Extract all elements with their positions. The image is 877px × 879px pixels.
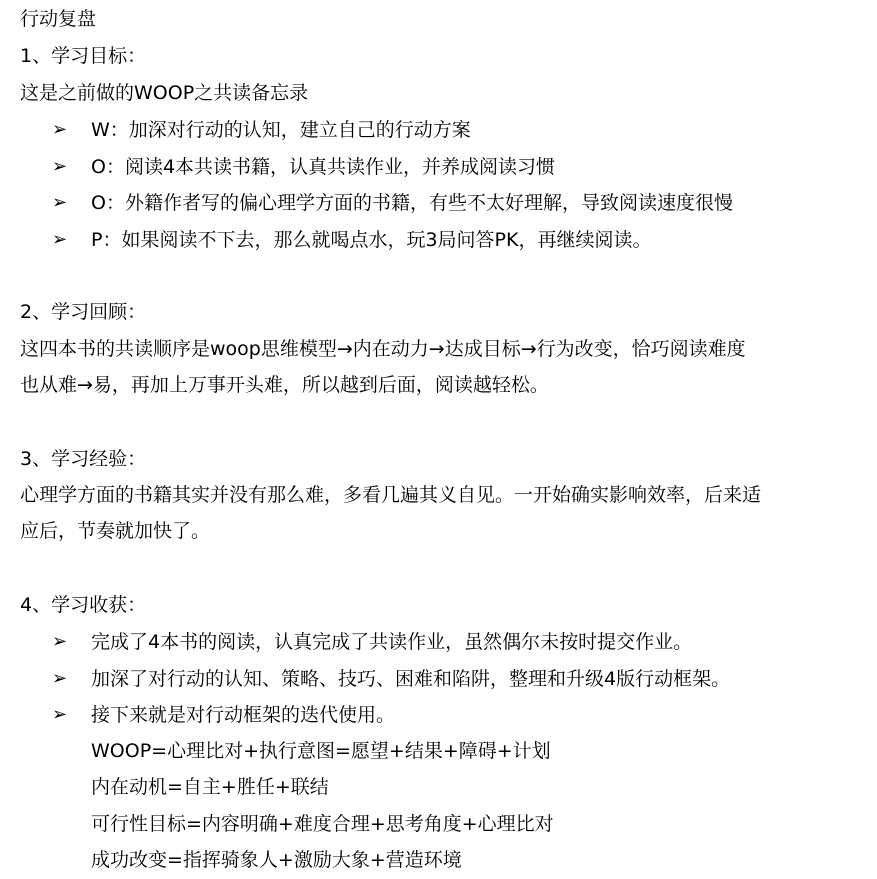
list-item: 接下来就是对行动框架的迭代使用。	[91, 704, 396, 726]
bullet-arrow-icon: ➢	[52, 668, 68, 689]
bullet-arrow-icon: ➢	[52, 631, 68, 652]
list-item: O：阅读4本共读书籍，认真共读作业，并养成阅读习惯	[91, 156, 556, 178]
paragraph-line: 也从难→易，再加上万事开头难，所以越到后面，阅读越轻松。	[20, 374, 549, 396]
paragraph-line: 应后，节奏就加快了。	[20, 520, 211, 542]
section-2-heading: 2、学习回顾：	[20, 301, 147, 323]
section-1-heading: 1、学习目标：	[20, 45, 147, 67]
bullet-arrow-icon: ➢	[52, 704, 68, 725]
formula-line: 成功改变=指挥骑象人+激励大象+营造环境	[91, 849, 462, 871]
list-item: P：如果阅读不下去，那么就喝点水，玩3局问答PK，再继续阅读。	[91, 229, 652, 251]
paragraph-line: 这四本书的共读顺序是woop思维模型→内在动力→达成目标→行为改变，恰巧阅读难度	[20, 338, 746, 360]
paragraph-line: 心理学方面的书籍其实并没有那么难，多看几遍其义自见。一开始确实影响效率，后来适	[20, 484, 762, 506]
formula-line: 可行性目标=内容明确+难度合理+思考角度+心理比对	[91, 813, 554, 835]
section-4-heading: 4、学习收获：	[20, 594, 147, 616]
formula-line: 内在动机=自主+胜任+联结	[91, 776, 329, 798]
bullet-arrow-icon: ➢	[52, 156, 68, 177]
list-item: 完成了4本书的阅读，认真完成了共读作业，虽然偶尔未按时提交作业。	[91, 631, 693, 653]
list-item: O：外籍作者写的偏心理学方面的书籍，有些不太好理解，导致阅读速度很慢	[91, 192, 733, 214]
bullet-arrow-icon: ➢	[52, 119, 68, 140]
section-3-heading: 3、学习经验：	[20, 448, 147, 470]
list-item: 加深了对行动的认知、策略、技巧、困难和陷阱，整理和升级4版行动框架。	[91, 668, 731, 690]
section-1-intro: 这是之前做的WOOP之共读备忘录	[20, 82, 309, 104]
bullet-arrow-icon: ➢	[52, 192, 68, 213]
bullet-arrow-icon: ➢	[52, 229, 68, 250]
formula-line: WOOP=心理比对+执行意图=愿望+结果+障碍+计划	[91, 740, 551, 762]
document-title: 行动复盘	[20, 8, 97, 30]
list-item: W：加深对行动的认知，建立自己的行动方案	[91, 119, 471, 141]
